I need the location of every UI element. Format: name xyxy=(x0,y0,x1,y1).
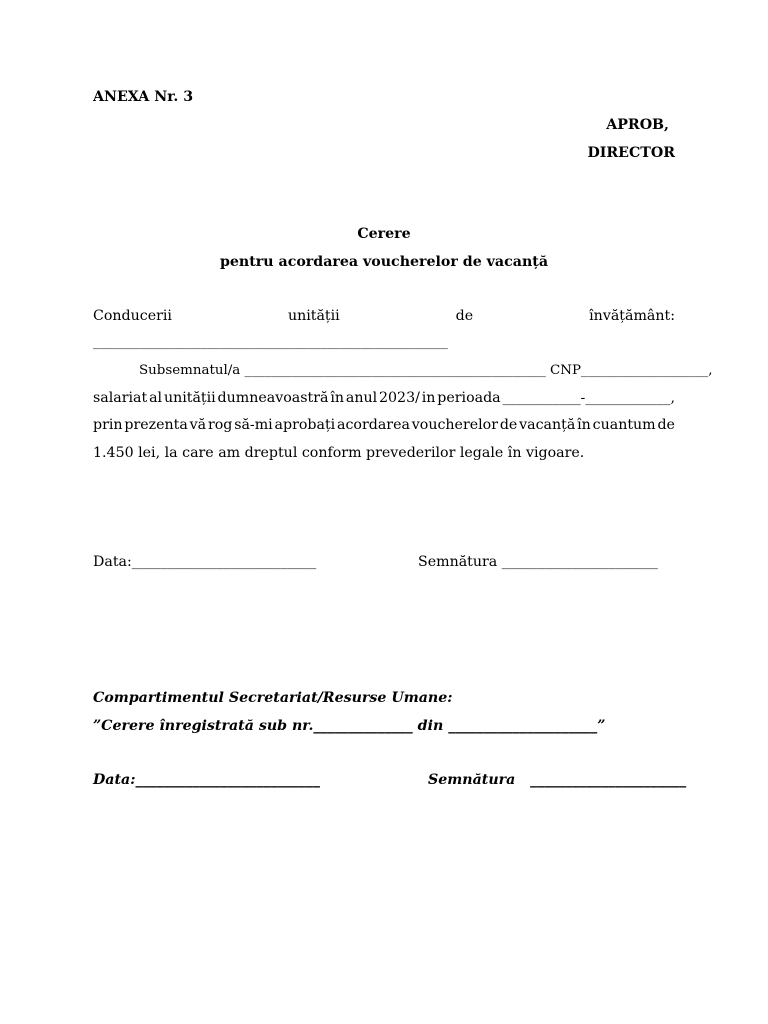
body-line-1: Subsemnatul/a _____________________________________________ CNP___________________, xyxy=(139,363,713,378)
body-word: salariat xyxy=(93,390,148,406)
director-label: DIRECTOR xyxy=(587,145,675,161)
body-word: 2023/ xyxy=(379,390,420,406)
addressee-word: Conducerii xyxy=(93,308,172,324)
registry-signature: Semnătura ______________________ xyxy=(428,772,687,788)
body-word: vacanță xyxy=(519,417,576,433)
annex-number: ANEXA Nr. 3 xyxy=(93,89,194,105)
body-word: unității xyxy=(163,390,216,406)
body-word: să-mi xyxy=(234,417,273,433)
body-word: aprobați xyxy=(274,417,336,433)
body-word: rog xyxy=(207,417,233,433)
registry-department: Compartimentul Secretariat/Resurse Umane: xyxy=(93,690,453,706)
body-line-3 xyxy=(93,416,675,434)
body-word: prezenta xyxy=(124,417,188,433)
addressee-line xyxy=(93,307,675,325)
body-word: dumneavoastră xyxy=(217,390,329,406)
body-word: de xyxy=(657,417,675,433)
body-line-2 xyxy=(93,389,675,407)
addressee-word: învățământ: xyxy=(589,308,675,324)
body-word: al xyxy=(149,390,163,406)
body-word: acordarea xyxy=(337,417,410,433)
body-word: anul xyxy=(345,390,378,406)
document-subtitle: pentru acordarea voucherelor de vacanță xyxy=(219,254,549,270)
body-word: ___________-____________, xyxy=(502,390,675,406)
body-word: in xyxy=(421,390,436,406)
body-word: cuantum xyxy=(592,417,656,433)
document-title: Cerere xyxy=(357,226,411,242)
addressee-blank: _____________________________________________________ xyxy=(93,335,448,350)
signature-field: Semnătura ______________________ xyxy=(418,554,658,570)
approve-label: APROB, xyxy=(606,117,669,133)
body-word: vă xyxy=(189,417,207,433)
registry-date: Data:__________________________ xyxy=(93,772,320,788)
body-word: în xyxy=(577,417,591,433)
body-word: în xyxy=(330,390,344,406)
body-word: voucherelor xyxy=(411,417,498,433)
body-line-4: 1.450 lei, la care am dreptul conform prevederilor legale în vigoare. xyxy=(93,445,585,461)
addressee-word: unității xyxy=(287,308,340,324)
signature-date: Data:__________________________ xyxy=(93,554,317,570)
body-word: prin xyxy=(93,417,123,433)
body-word: de xyxy=(499,417,518,433)
registry-number: ”Cerere înregistrată sub nr.______________ din _____________________” xyxy=(93,718,606,734)
addressee-word: de xyxy=(455,308,474,324)
body-word: perioada xyxy=(437,390,501,406)
